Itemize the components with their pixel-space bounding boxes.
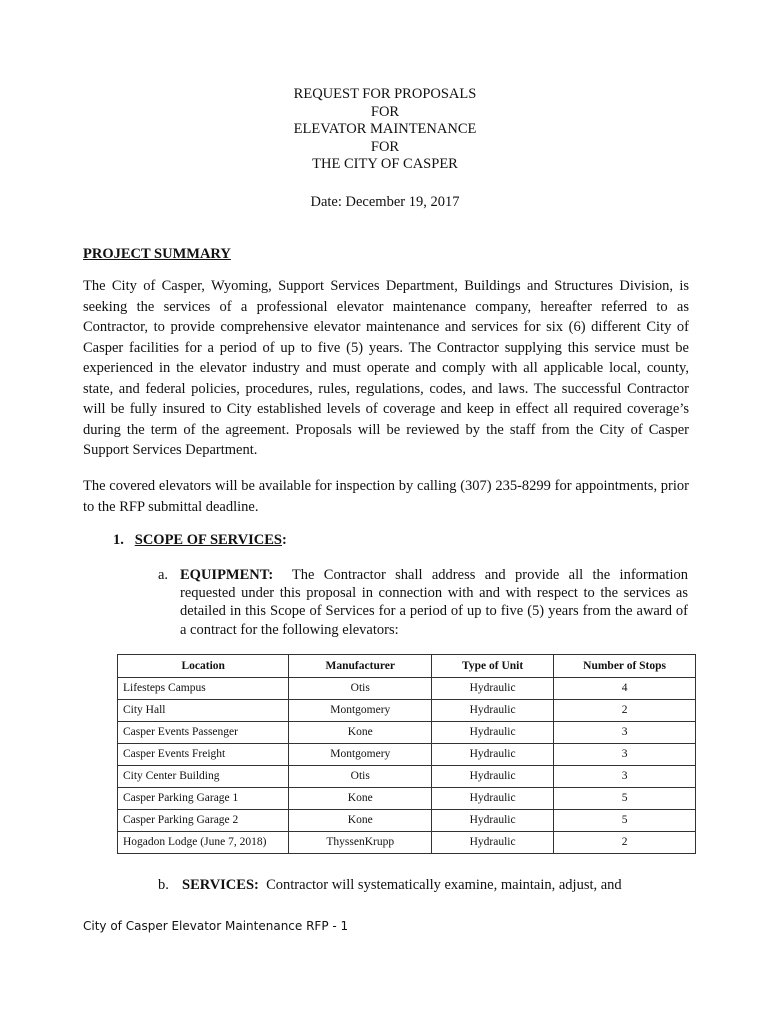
title-line: REQUEST FOR PROPOSALS <box>293 86 477 102</box>
equipment-label: EQUIPMENT: <box>180 567 274 583</box>
table-header-row <box>118 655 696 678</box>
header-manufacturer: Manufacturer <box>289 655 432 678</box>
list-number: 1. <box>113 532 124 548</box>
cell-manufacturer: Kone <box>289 788 432 810</box>
page-footer: City of Casper Elevator Maintenance RFP - 1 <box>83 919 349 933</box>
title-line: FOR <box>370 138 400 155</box>
project-summary-heading: PROJECT SUMMARY <box>83 246 231 262</box>
services-label: SERVICES: <box>182 877 259 893</box>
cell-location: Casper Events Freight <box>118 744 289 766</box>
cell-location: Casper Parking Garage 2 <box>118 810 289 832</box>
cell-number-of-stops: 4 <box>554 678 696 700</box>
cell-number-of-stops: 3 <box>554 766 696 788</box>
title-line: THE CITY OF CASPER <box>312 156 458 172</box>
services-text: Contractor will systematically examine, maintain, adjust, and <box>266 877 622 893</box>
cell-number-of-stops: 3 <box>554 744 696 766</box>
table-row <box>118 810 696 832</box>
elevator-table <box>117 654 696 854</box>
cell-location: City Center Building <box>118 766 289 788</box>
cell-location: Casper Parking Garage 1 <box>118 788 289 810</box>
cell-manufacturer: Montgomery <box>289 744 432 766</box>
cell-number-of-stops: 2 <box>554 700 696 722</box>
cell-manufacturer: Kone <box>289 810 432 832</box>
cell-location: Lifesteps Campus <box>118 678 289 700</box>
table-row <box>118 678 696 700</box>
table-row <box>118 722 696 744</box>
cell-number-of-stops: 5 <box>554 788 696 810</box>
document-title <box>0 86 770 174</box>
cell-type-of-unit: Hydraulic <box>432 744 554 766</box>
project-summary-paragraph: The City of Casper, Wyoming, Support Services Department, Buildings and Structures Division, is seeking the services of a professional elevator maintenance company, hereafter referred to as Contractor, to provide comprehensive elevator maintenance and services for six (6) different City of Casper facilities for a period of up to five (5) years. The Contractor supplying this service must be experienced in the elevator industry and must operate and comply with all applicable local, county, state, and federal policies, procedures, rules, regulations, codes, and laws. The successful Contractor will be fully insured to City established levels of coverage and keep in effect all required coverage’s during the term of the agreement. Proposals will be reviewed by the staff from the City of Casper Support Services Department. <box>83 278 689 458</box>
cell-manufacturer: Montgomery <box>289 700 432 722</box>
cell-type-of-unit: Hydraulic <box>432 678 554 700</box>
cell-type-of-unit: Hydraulic <box>432 832 554 854</box>
services-item <box>158 876 688 894</box>
title-line: ELEVATOR MAINTENANCE <box>293 121 477 137</box>
cell-type-of-unit: Hydraulic <box>432 766 554 788</box>
cell-number-of-stops: 5 <box>554 810 696 832</box>
cell-manufacturer: Kone <box>289 722 432 744</box>
inspection-paragraph: The covered elevators will be available for inspection by calling (307) 235-8299 for appointments, prior to the RFP submittal deadline. <box>83 478 689 515</box>
title-line: FOR <box>370 103 400 120</box>
cell-manufacturer: ThyssenKrupp <box>289 832 432 854</box>
cell-number-of-stops: 3 <box>554 722 696 744</box>
equipment-text: The Contractor shall address and provide all the information requested under this proposal in connection with and with respect to the services as detailed in this Scope of Services for a period of up to five (5) years from the award of a contract for the following elevators: <box>180 567 688 638</box>
header-number-of-stops: Number of Stops <box>554 655 696 678</box>
document-date: Date: December 19, 2017 <box>310 194 460 210</box>
list-marker: a. <box>158 567 169 583</box>
table-row <box>118 744 696 766</box>
cell-type-of-unit: Hydraulic <box>432 810 554 832</box>
scope-heading-colon: : <box>281 532 287 548</box>
table-row <box>118 700 696 722</box>
equipment-item <box>158 566 688 639</box>
table-row <box>118 766 696 788</box>
list-marker: b. <box>158 877 169 893</box>
cell-location: Hogadon Lodge (June 7, 2018) <box>118 832 289 854</box>
header-type-of-unit: Type of Unit <box>432 655 554 678</box>
cell-type-of-unit: Hydraulic <box>432 700 554 722</box>
scope-heading-text: SCOPE OF SERVICES <box>134 532 282 548</box>
cell-location: Casper Events Passenger <box>118 722 289 744</box>
scope-of-services-heading <box>113 532 287 549</box>
header-location: Location <box>118 655 289 678</box>
table-row <box>118 788 696 810</box>
cell-manufacturer: Otis <box>289 678 432 700</box>
cell-location: City Hall <box>118 700 289 722</box>
table-row <box>118 832 696 854</box>
cell-number-of-stops: 2 <box>554 832 696 854</box>
cell-type-of-unit: Hydraulic <box>432 722 554 744</box>
cell-type-of-unit: Hydraulic <box>432 788 554 810</box>
cell-manufacturer: Otis <box>289 766 432 788</box>
